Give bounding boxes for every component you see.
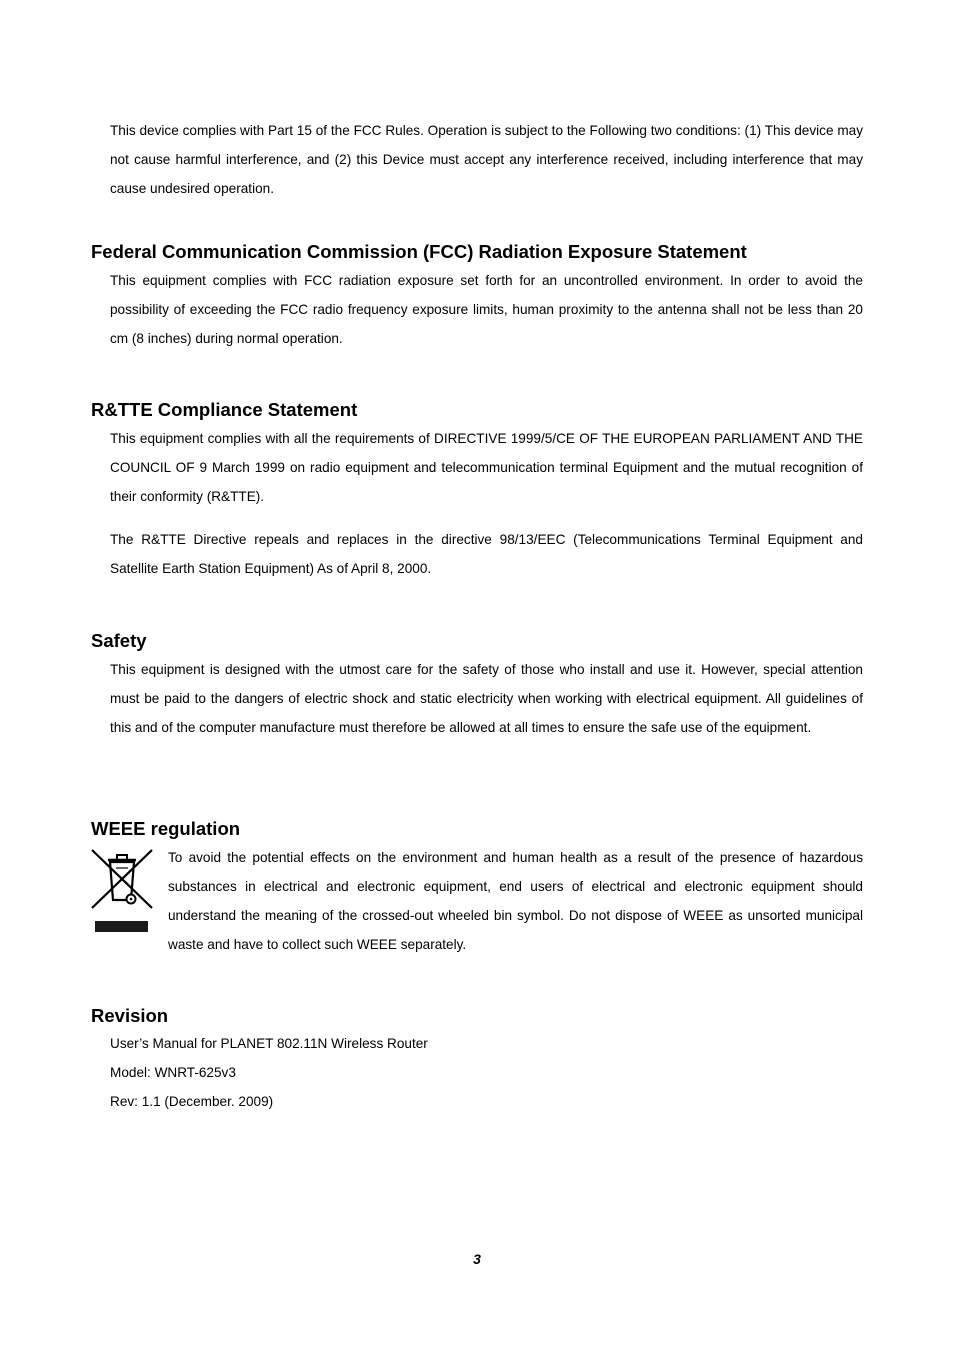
fcc-radiation-heading: Federal Communication Commission (FCC) Radiation Exposure Statement — [91, 241, 747, 262]
safety-paragraph: This equipment is designed with the utmost care for the safety of those who install and use it. However, special attention must be paid to the dangers of electric shock and static electricity when working with electrical equipment. All guidelines of this and of the computer manufacture must therefore be allowed at all times to ensure the safe use of the equipment. — [110, 662, 863, 735]
fcc-radiation-paragraph: This equipment complies with FCC radiation exposure set forth for an uncontrolled environment. In order to avoid the possibility of exceeding the FCC radio frequency exposure limits, human proximity to the antenna shall not be less than 20 cm (8 inches) during normal operation. — [110, 273, 863, 346]
rtte-paragraph-1: This equipment complies with all the requirements of DIRECTIVE 1999/5/CE OF THE EUROPEAN PARLIAMENT AND THE COUNCIL OF 9 March 1999 on radio equipment and telecommunication terminal Equipment and the mutual recognition of their conformity (R&TTE). — [110, 431, 863, 504]
revision-rev-line: Rev: 1.1 (December. 2009) — [110, 1094, 274, 1109]
revision-heading: Revision — [91, 1005, 169, 1026]
revision-manual-line: User’s Manual for PLANET 802.11N Wireless Router — [110, 1036, 428, 1051]
rtte-heading: R&TTE Compliance Statement — [91, 399, 358, 420]
weee-heading: WEEE regulation — [91, 818, 241, 839]
revision-model-line: Model: WNRT-625v3 — [110, 1065, 236, 1080]
weee-paragraph: To avoid the potential effects on the environment and human health as a result of the presence of hazardous substances in electrical and electronic equipment, end users of electrical and electronic equipment should understand the meaning of the crossed-out wheeled bin symbol. Do not dispose of WEEE as unsorted municipal waste and have to collect such WEEE separately. — [168, 850, 863, 952]
page-number: 3 — [473, 1251, 481, 1267]
fcc-part15-paragraph: This device complies with Part 15 of the FCC Rules. Operation is subject to the Following two conditions: (1) This device may not cause harmful interference, and (2) this Device must accept any interference received, including interference that may cause undesired operation. — [110, 123, 863, 196]
rtte-paragraph-2: The R&TTE Directive repeals and replaces in the directive 98/13/EEC (Telecommunications Terminal Equipment and Satellite Earth Station Equipment) As of April 8, 2000. — [110, 532, 863, 576]
crossed-out-wheeled-bin-icon — [90, 848, 154, 934]
safety-heading: Safety — [91, 630, 147, 651]
